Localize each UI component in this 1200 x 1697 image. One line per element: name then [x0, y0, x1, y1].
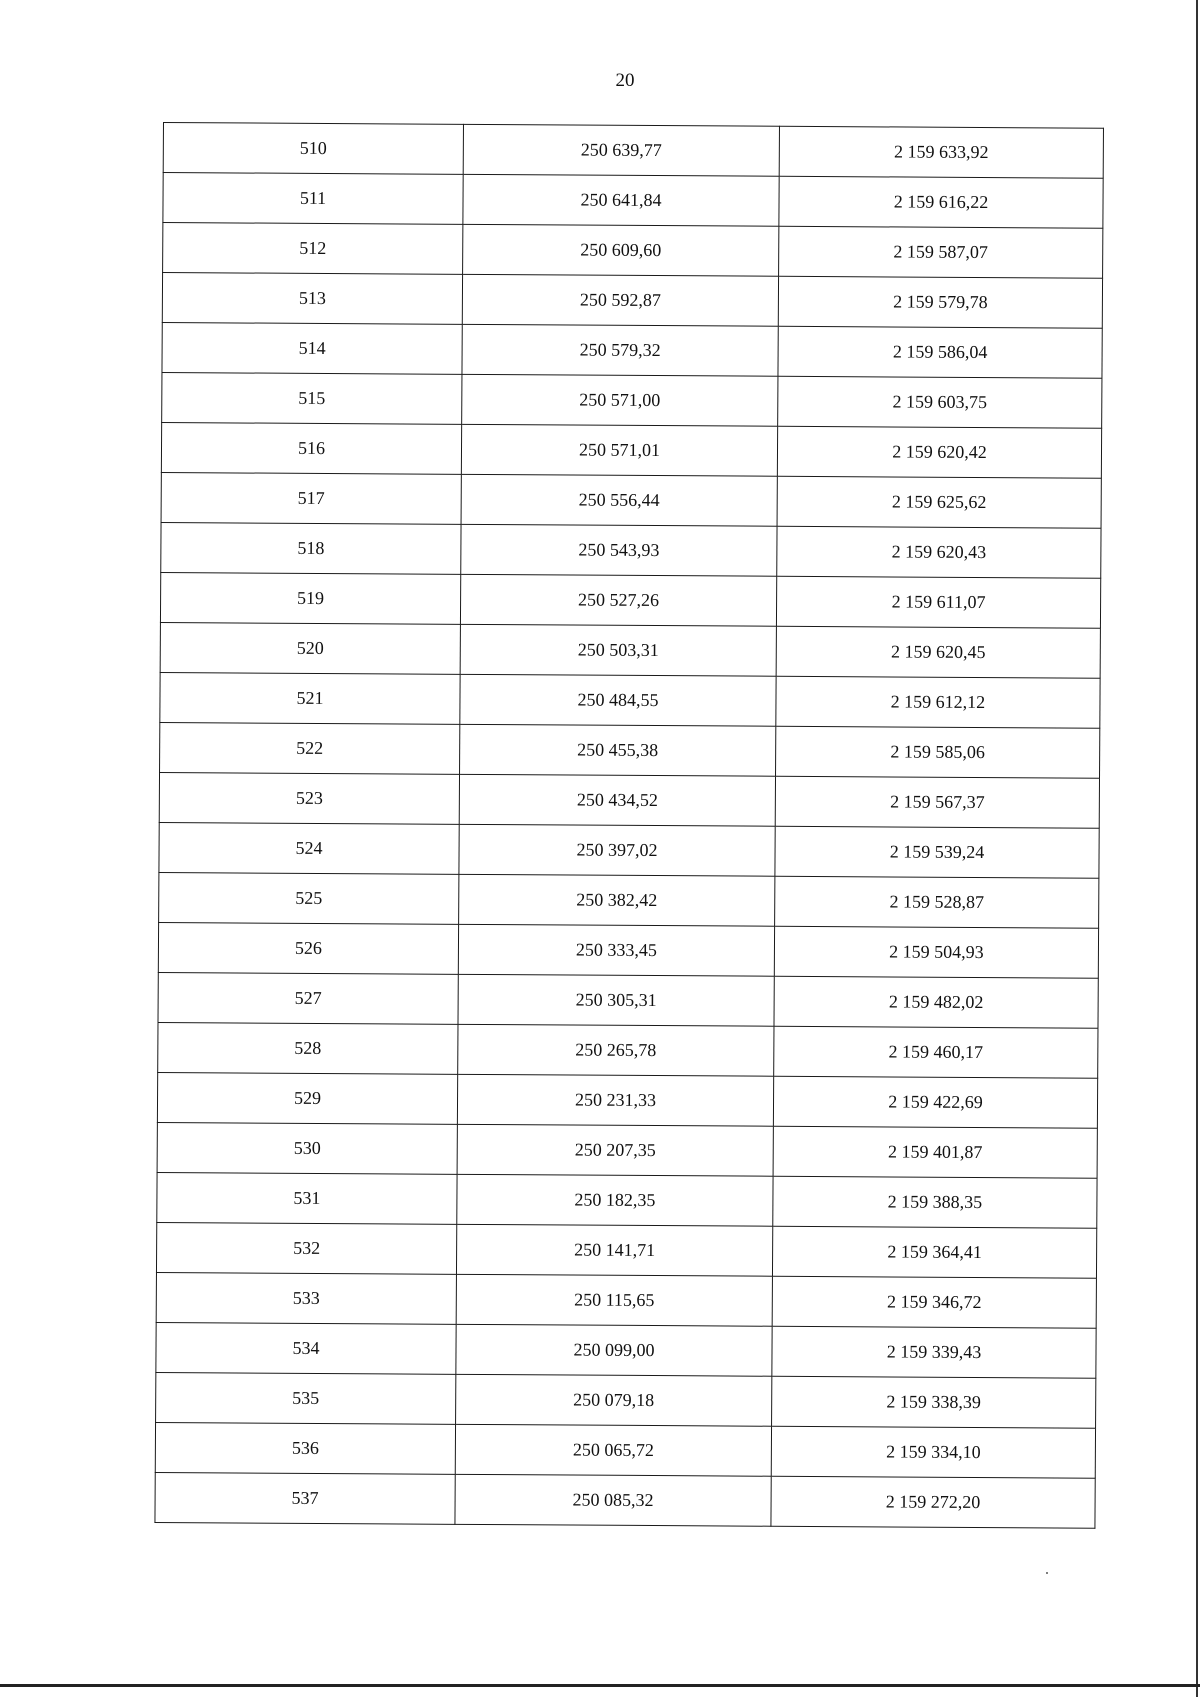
point-number-cell: 532 — [156, 1222, 456, 1274]
y-coordinate-cell: 2 159 585,06 — [776, 726, 1100, 778]
table-row — [157, 1072, 1097, 1128]
x-coordinate-cell: 250 434,52 — [459, 774, 775, 826]
point-number-cell: 531 — [157, 1172, 457, 1224]
point-number-cell: 527 — [158, 972, 458, 1024]
table-row — [160, 622, 1100, 678]
x-coordinate-cell: 250 527,26 — [460, 574, 776, 626]
x-coordinate-cell: 250 079,18 — [456, 1374, 772, 1426]
coordinates-table — [154, 122, 1104, 1529]
x-coordinate-cell: 250 543,93 — [461, 524, 777, 576]
y-coordinate-cell: 2 159 504,93 — [774, 926, 1098, 978]
y-coordinate-cell: 2 159 334,10 — [771, 1426, 1095, 1478]
point-number-cell: 533 — [156, 1272, 456, 1324]
point-number-cell: 529 — [157, 1072, 457, 1124]
y-coordinate-cell: 2 159 620,42 — [777, 426, 1101, 478]
y-coordinate-cell: 2 159 603,75 — [778, 376, 1102, 428]
point-number-cell: 530 — [157, 1122, 457, 1174]
y-coordinate-cell: 2 159 579,78 — [778, 276, 1102, 328]
point-number-cell: 517 — [161, 472, 461, 524]
y-coordinate-cell: 2 159 620,45 — [776, 626, 1100, 678]
y-coordinate-cell: 2 159 272,20 — [771, 1476, 1095, 1528]
x-coordinate-cell: 250 231,33 — [457, 1074, 773, 1126]
x-coordinate-cell: 250 503,31 — [460, 624, 776, 676]
point-number-cell: 510 — [163, 123, 463, 175]
table-row — [156, 1272, 1096, 1328]
y-coordinate-cell: 2 159 422,69 — [773, 1076, 1097, 1128]
table-row — [155, 1472, 1095, 1528]
y-coordinate-cell: 2 159 364,41 — [772, 1226, 1096, 1278]
point-number-cell: 525 — [159, 872, 459, 924]
table-row — [160, 722, 1100, 778]
point-number-cell: 537 — [155, 1472, 455, 1524]
y-coordinate-cell: 2 159 388,35 — [773, 1176, 1097, 1228]
point-number-cell: 522 — [160, 722, 460, 774]
scan-edge-bottom — [0, 1684, 1200, 1687]
point-number-cell: 515 — [162, 372, 462, 424]
table-row — [162, 372, 1102, 428]
y-coordinate-cell: 2 159 586,04 — [778, 326, 1102, 378]
table-row — [157, 1122, 1097, 1178]
table-row — [159, 772, 1099, 828]
y-coordinate-cell: 2 159 625,62 — [777, 476, 1101, 528]
x-coordinate-cell: 250 265,78 — [458, 1024, 774, 1076]
point-number-cell: 519 — [160, 572, 460, 624]
x-coordinate-cell: 250 382,42 — [459, 874, 775, 926]
y-coordinate-cell: 2 159 539,24 — [775, 826, 1099, 878]
scan-edge-right — [1196, 0, 1198, 1697]
table-row — [158, 972, 1098, 1028]
y-coordinate-cell: 2 159 528,87 — [775, 876, 1099, 928]
table-row — [163, 173, 1103, 229]
table-row — [160, 672, 1100, 728]
table-row — [162, 273, 1102, 329]
page-number: 20 — [615, 70, 635, 91]
point-number-cell: 520 — [160, 622, 460, 674]
y-coordinate-cell: 2 159 612,12 — [776, 676, 1100, 728]
table-row — [161, 422, 1101, 478]
x-coordinate-cell: 250 065,72 — [455, 1424, 771, 1476]
x-coordinate-cell: 250 099,00 — [456, 1324, 772, 1376]
y-coordinate-cell: 2 159 567,37 — [775, 776, 1099, 828]
x-coordinate-cell: 250 592,87 — [462, 274, 778, 326]
table-row — [158, 1022, 1098, 1078]
table-row — [163, 223, 1103, 279]
table-row — [157, 1172, 1097, 1228]
table-row — [160, 572, 1100, 628]
point-number-cell: 528 — [158, 1022, 458, 1074]
table-row — [155, 1422, 1095, 1478]
table-row — [163, 123, 1103, 179]
x-coordinate-cell: 250 639,77 — [463, 124, 779, 176]
x-coordinate-cell: 250 579,32 — [462, 324, 778, 376]
table-row — [156, 1372, 1096, 1428]
x-coordinate-cell: 250 609,60 — [463, 224, 779, 276]
point-number-cell: 521 — [160, 672, 460, 724]
y-coordinate-cell: 2 159 460,17 — [774, 1026, 1098, 1078]
table-row — [159, 872, 1099, 928]
x-coordinate-cell: 250 207,35 — [457, 1124, 773, 1176]
x-coordinate-cell: 250 397,02 — [459, 824, 775, 876]
y-coordinate-cell: 2 159 401,87 — [773, 1126, 1097, 1178]
table-row — [159, 822, 1099, 878]
table-row — [161, 522, 1101, 578]
point-number-cell: 513 — [162, 273, 462, 325]
table-row — [161, 472, 1101, 528]
y-coordinate-cell: 2 159 616,22 — [779, 176, 1103, 228]
x-coordinate-cell: 250 085,32 — [455, 1474, 771, 1526]
table-row — [158, 922, 1098, 978]
y-coordinate-cell: 2 159 346,72 — [772, 1276, 1096, 1328]
point-number-cell: 516 — [161, 422, 461, 474]
x-coordinate-cell: 250 115,65 — [456, 1274, 772, 1326]
point-number-cell: 514 — [162, 322, 462, 374]
point-number-cell: 526 — [158, 922, 458, 974]
y-coordinate-cell: 2 159 338,39 — [772, 1376, 1096, 1428]
x-coordinate-cell: 250 182,35 — [457, 1174, 773, 1226]
y-coordinate-cell: 2 159 620,43 — [777, 526, 1101, 578]
coordinates-table-body — [155, 123, 1104, 1529]
point-number-cell: 536 — [155, 1422, 455, 1474]
x-coordinate-cell: 250 556,44 — [461, 474, 777, 526]
scan-speck — [1046, 1572, 1048, 1574]
x-coordinate-cell: 250 141,71 — [456, 1224, 772, 1276]
point-number-cell: 511 — [163, 173, 463, 225]
point-number-cell: 518 — [161, 522, 461, 574]
point-number-cell: 524 — [159, 822, 459, 874]
table-row — [156, 1222, 1096, 1278]
y-coordinate-cell: 2 159 482,02 — [774, 976, 1098, 1028]
y-coordinate-cell: 2 159 633,92 — [779, 126, 1103, 178]
point-number-cell: 534 — [156, 1322, 456, 1374]
x-coordinate-cell: 250 571,01 — [461, 424, 777, 476]
x-coordinate-cell: 250 484,55 — [460, 674, 776, 726]
x-coordinate-cell: 250 571,00 — [462, 374, 778, 426]
y-coordinate-cell: 2 159 611,07 — [776, 576, 1100, 628]
x-coordinate-cell: 250 333,45 — [458, 924, 774, 976]
x-coordinate-cell: 250 641,84 — [463, 174, 779, 226]
table-row — [162, 322, 1102, 378]
x-coordinate-cell: 250 455,38 — [460, 724, 776, 776]
table-row — [156, 1322, 1096, 1378]
y-coordinate-cell: 2 159 587,07 — [779, 226, 1103, 278]
point-number-cell: 512 — [163, 223, 463, 275]
point-number-cell: 535 — [156, 1372, 456, 1424]
x-coordinate-cell: 250 305,31 — [458, 974, 774, 1026]
point-number-cell: 523 — [159, 772, 459, 824]
y-coordinate-cell: 2 159 339,43 — [772, 1326, 1096, 1378]
